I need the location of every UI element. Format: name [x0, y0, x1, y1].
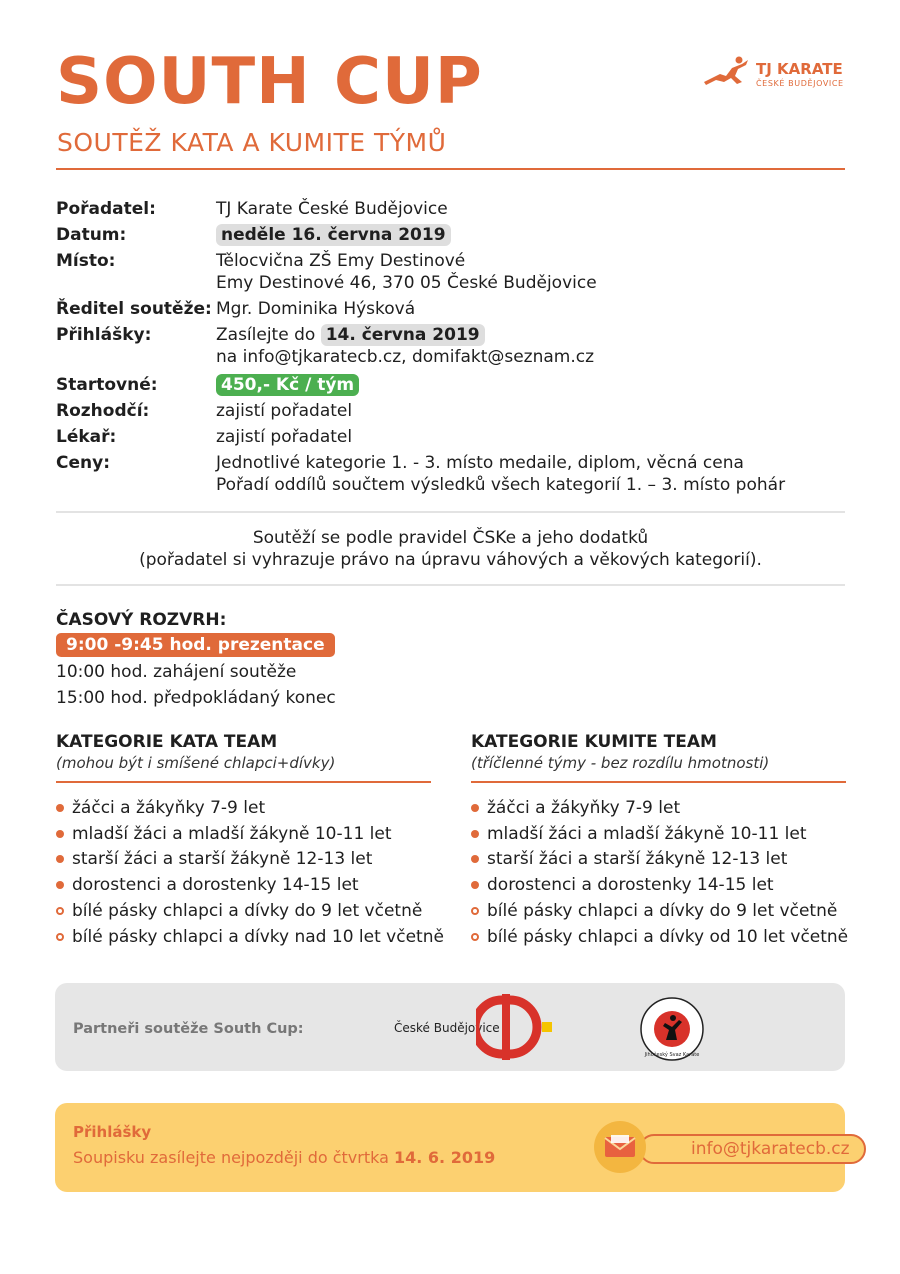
signup-title: Přihlášky	[73, 1123, 152, 1141]
event-info	[56, 198, 846, 500]
page-subtitle: SOUTĚŽ KATA A KUMITE TÝMŮ	[57, 128, 447, 157]
schedule-registration-badge: 9:00 -9:45 hod. prezentace	[56, 633, 335, 657]
bullet-icon	[56, 830, 64, 838]
info-row-doctor: Lékař: zajistí pořadatel	[56, 427, 353, 447]
tj-karate-logo	[702, 56, 852, 92]
kumite-divider	[471, 781, 846, 783]
cb-logo-text: České Budějovice	[394, 1021, 500, 1035]
list-item: starší žáci a starší žákyně 12-13 let	[471, 847, 846, 873]
list-item: dorostenci a dorostenky 14-15 let	[56, 872, 431, 898]
email-link[interactable]: info@tjkaratecb.cz	[639, 1134, 866, 1164]
schedule-item: 10:00 hod. zahájení soutěže	[56, 662, 297, 682]
page-title: SOUTH CUP	[56, 45, 483, 119]
ceske-budejovice-logo	[394, 994, 564, 1060]
partners-box	[55, 983, 845, 1071]
schedule	[56, 609, 336, 709]
kata-subtitle: (mohou být i smíšené chlapci+dívky)	[56, 754, 336, 772]
kumite-categories	[471, 731, 849, 950]
list-item: mladší žáci a mladší žákyně 10-11 let	[56, 821, 431, 847]
schedule-title: ČASOVÝ ROZVRH:	[56, 610, 227, 630]
list-item: dorostenci a dorostenky 14-15 let	[471, 872, 846, 898]
info-row-venue: Místo: Tělocvična ZŠ Emy Destinové Emy Destinové 46, 370 05 České Budějovice	[56, 251, 597, 293]
rules-divider-top	[56, 511, 845, 513]
info-row-director: Ředitel soutěže: Mgr. Dominika Hýsková	[56, 299, 416, 319]
fee-badge: 450,- Kč / tým	[216, 374, 359, 396]
logo-subtitle: ČESKÉ BUDĚJOVICE	[756, 79, 844, 88]
list-item: bílé pásky chlapci a dívky nad 10 let včetně	[56, 924, 431, 950]
bullet-hollow-icon	[56, 933, 64, 941]
header-divider	[56, 168, 845, 170]
bullet-icon	[471, 830, 479, 838]
bullet-hollow-icon	[471, 907, 479, 915]
bullet-icon	[56, 855, 64, 863]
list-item: bílé pásky chlapci a dívky do 9 let včetně	[56, 898, 431, 924]
info-row-registration: Přihlášky: Zasílejte do 14. června 2019 na info@tjkaratecb.cz, domifakt@seznam.cz	[56, 324, 846, 368]
rules-divider-bottom	[56, 584, 845, 586]
info-row-fee: Startovné: 450,- Kč / tým	[56, 374, 846, 396]
bullet-icon	[471, 881, 479, 889]
info-row-referees: Rozhodčí: zajistí pořadatel	[56, 401, 353, 421]
signup-text: Soupisku zasílejte nejpozději do čtvrtka 14. 6. 2019	[73, 1148, 496, 1167]
envelope-icon	[604, 1135, 636, 1159]
logo-name: TJ KARATE	[756, 60, 843, 78]
kumite-title: KATEGORIE KUMITE TEAM	[471, 732, 717, 752]
bullet-icon	[56, 804, 64, 812]
info-row-organizer: Pořadatel: TJ Karate České Budějovice	[56, 199, 448, 219]
schedule-item: 15:00 hod. předpokládaný konec	[56, 688, 336, 708]
bullet-hollow-icon	[471, 933, 479, 941]
list-item: bílé pásky chlapci a dívky do 9 let včetně	[471, 898, 846, 924]
bullet-icon	[56, 881, 64, 889]
kata-divider	[56, 781, 431, 783]
jihocesky-svaz-karate-logo	[639, 996, 705, 1062]
bullet-icon	[471, 855, 479, 863]
list-item: mladší žáci a mladší žákyně 10-11 let	[471, 821, 846, 847]
list-item: žáčci a žákyňky 7-9 let	[56, 795, 431, 821]
bullet-icon	[471, 804, 479, 812]
partners-label: Partneři soutěže South Cup:	[73, 1021, 304, 1037]
bullet-hollow-icon	[56, 907, 64, 915]
deadline-highlight: 14. června 2019	[321, 324, 485, 346]
registration-emails[interactable]: na info@tjkaratecb.cz, domifakt@seznam.cz	[216, 347, 595, 367]
jsk-logo-text: Jihočeský Svaz Karate	[644, 1052, 700, 1058]
karate-kick-icon	[702, 56, 752, 88]
signup-date: 14. 6. 2019	[394, 1148, 496, 1167]
kata-categories	[56, 731, 444, 950]
jsk-emblem-icon	[639, 996, 705, 1062]
info-row-prizes: Ceny: Jednotlivé kategorie 1. - 3. místo medaile, diplom, věcná cena Pořadí oddílů součtem výsledků všech kategorií 1. – 3. místo pohár	[56, 453, 786, 495]
list-item: žáčci a žákyňky 7-9 let	[471, 795, 846, 821]
rules-note: Soutěží se podle pravidel ČSKe a jeho dodatků (pořadatel si vyhrazuje právo na úpravu váhových a věkových kategorií).	[139, 528, 762, 570]
kata-title: KATEGORIE KATA TEAM	[56, 732, 278, 752]
signup-box	[55, 1103, 850, 1192]
list-item: bílé pásky chlapci a dívky od 10 let včetně	[471, 924, 846, 950]
kumite-subtitle: (tříčlenné týmy - bez rozdílu hmotnosti)	[471, 754, 770, 772]
mail-icon-circle	[594, 1121, 646, 1173]
list-item: starší žáci a starší žákyně 12-13 let	[56, 847, 431, 873]
info-row-date: Datum: neděle 16. června 2019	[56, 224, 846, 246]
date-highlight: neděle 16. června 2019	[216, 224, 451, 246]
cb-emblem-icon	[476, 994, 564, 1060]
